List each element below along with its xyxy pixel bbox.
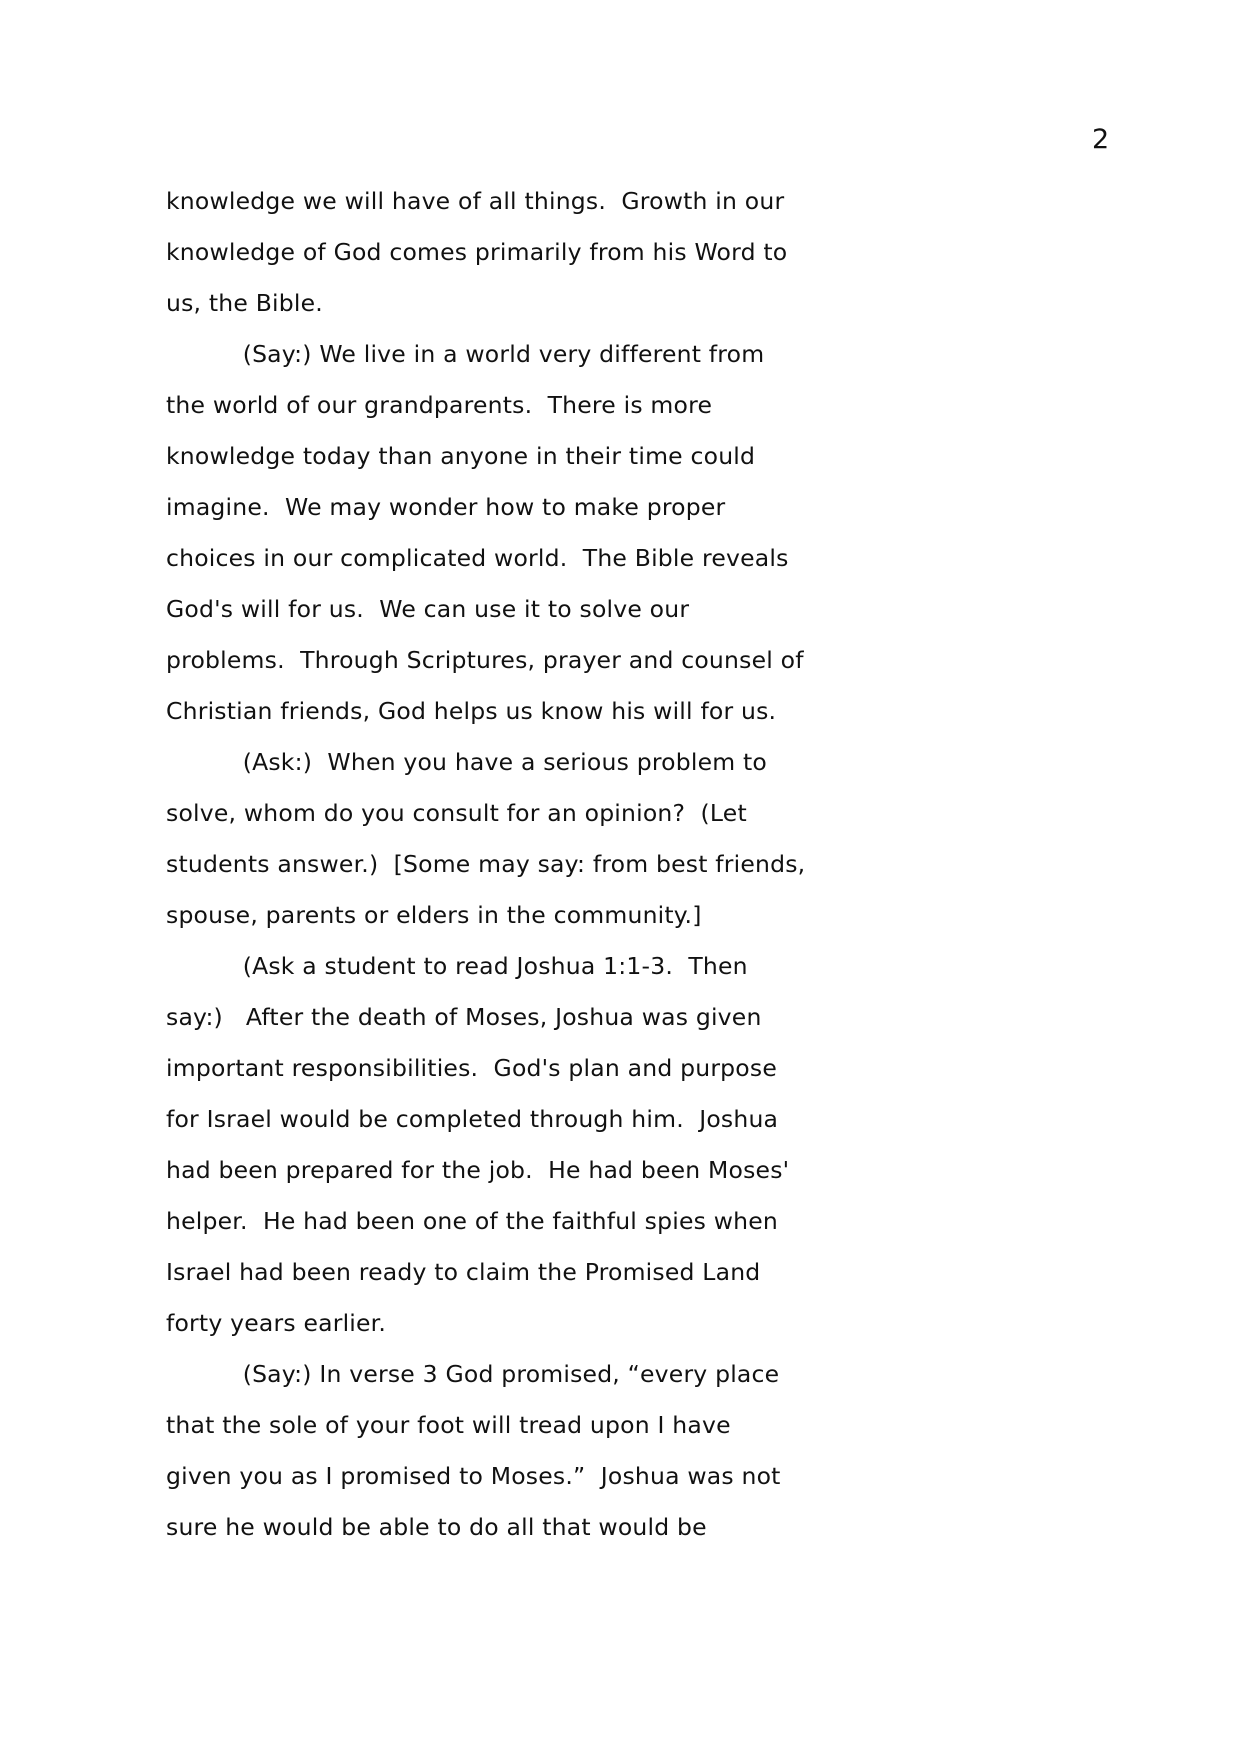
page-number: 2 xyxy=(1092,124,1111,155)
text-line: us, the Bible. xyxy=(166,289,323,317)
text-line: Christian friends, God helps us know his will for us. xyxy=(166,697,777,725)
text-line: solve, whom do you consult for an opinion? (Let xyxy=(166,799,747,827)
text-line: helper. He had been one of the faithful spies when xyxy=(166,1207,779,1235)
text-line: problems. Through Scriptures, prayer and counsel of xyxy=(166,646,804,674)
text-line: knowledge of God comes primarily from his Word to xyxy=(166,238,788,266)
text-line: had been prepared for the job. He had been Moses' xyxy=(166,1156,790,1184)
text-line: (Say:) We live in a world very different from xyxy=(166,340,765,368)
text-line: (Ask a student to read Joshua 1:1-3. Then xyxy=(166,952,748,980)
text-line: sure he would be able to do all that would be xyxy=(166,1513,707,1541)
text-line: important responsibilities. God's plan and purpose xyxy=(166,1054,777,1082)
text-line: that the sole of your foot will tread upon I have xyxy=(166,1411,731,1439)
text-line: choices in our complicated world. The Bible reveals xyxy=(166,544,789,572)
text-line: spouse, parents or elders in the community.] xyxy=(166,901,702,929)
text-line: (Say:) In verse 3 God promised, “every place xyxy=(166,1360,780,1388)
text-line: knowledge today than anyone in their time could xyxy=(166,442,756,470)
text-line: knowledge we will have of all things. Growth in our xyxy=(166,187,785,215)
body-text xyxy=(166,176,806,1553)
text-line: given you as I promised to Moses.” Joshua was not xyxy=(166,1462,781,1490)
text-line: the world of our grandparents. There is more xyxy=(166,391,713,419)
text-line: imagine. We may wonder how to make proper xyxy=(166,493,726,521)
text-line: God's will for us. We can use it to solve our xyxy=(166,595,690,623)
text-line: for Israel would be completed through him. Joshua xyxy=(166,1105,779,1133)
text-line: say:) After the death of Moses, Joshua was given xyxy=(166,1003,762,1031)
text-line: Israel had been ready to claim the Promised Land xyxy=(166,1258,761,1286)
text-line: forty years earlier. xyxy=(166,1309,387,1337)
text-line: students answer.) [Some may say: from best friends, xyxy=(166,850,806,878)
text-line: (Ask:) When you have a serious problem to xyxy=(166,748,767,776)
